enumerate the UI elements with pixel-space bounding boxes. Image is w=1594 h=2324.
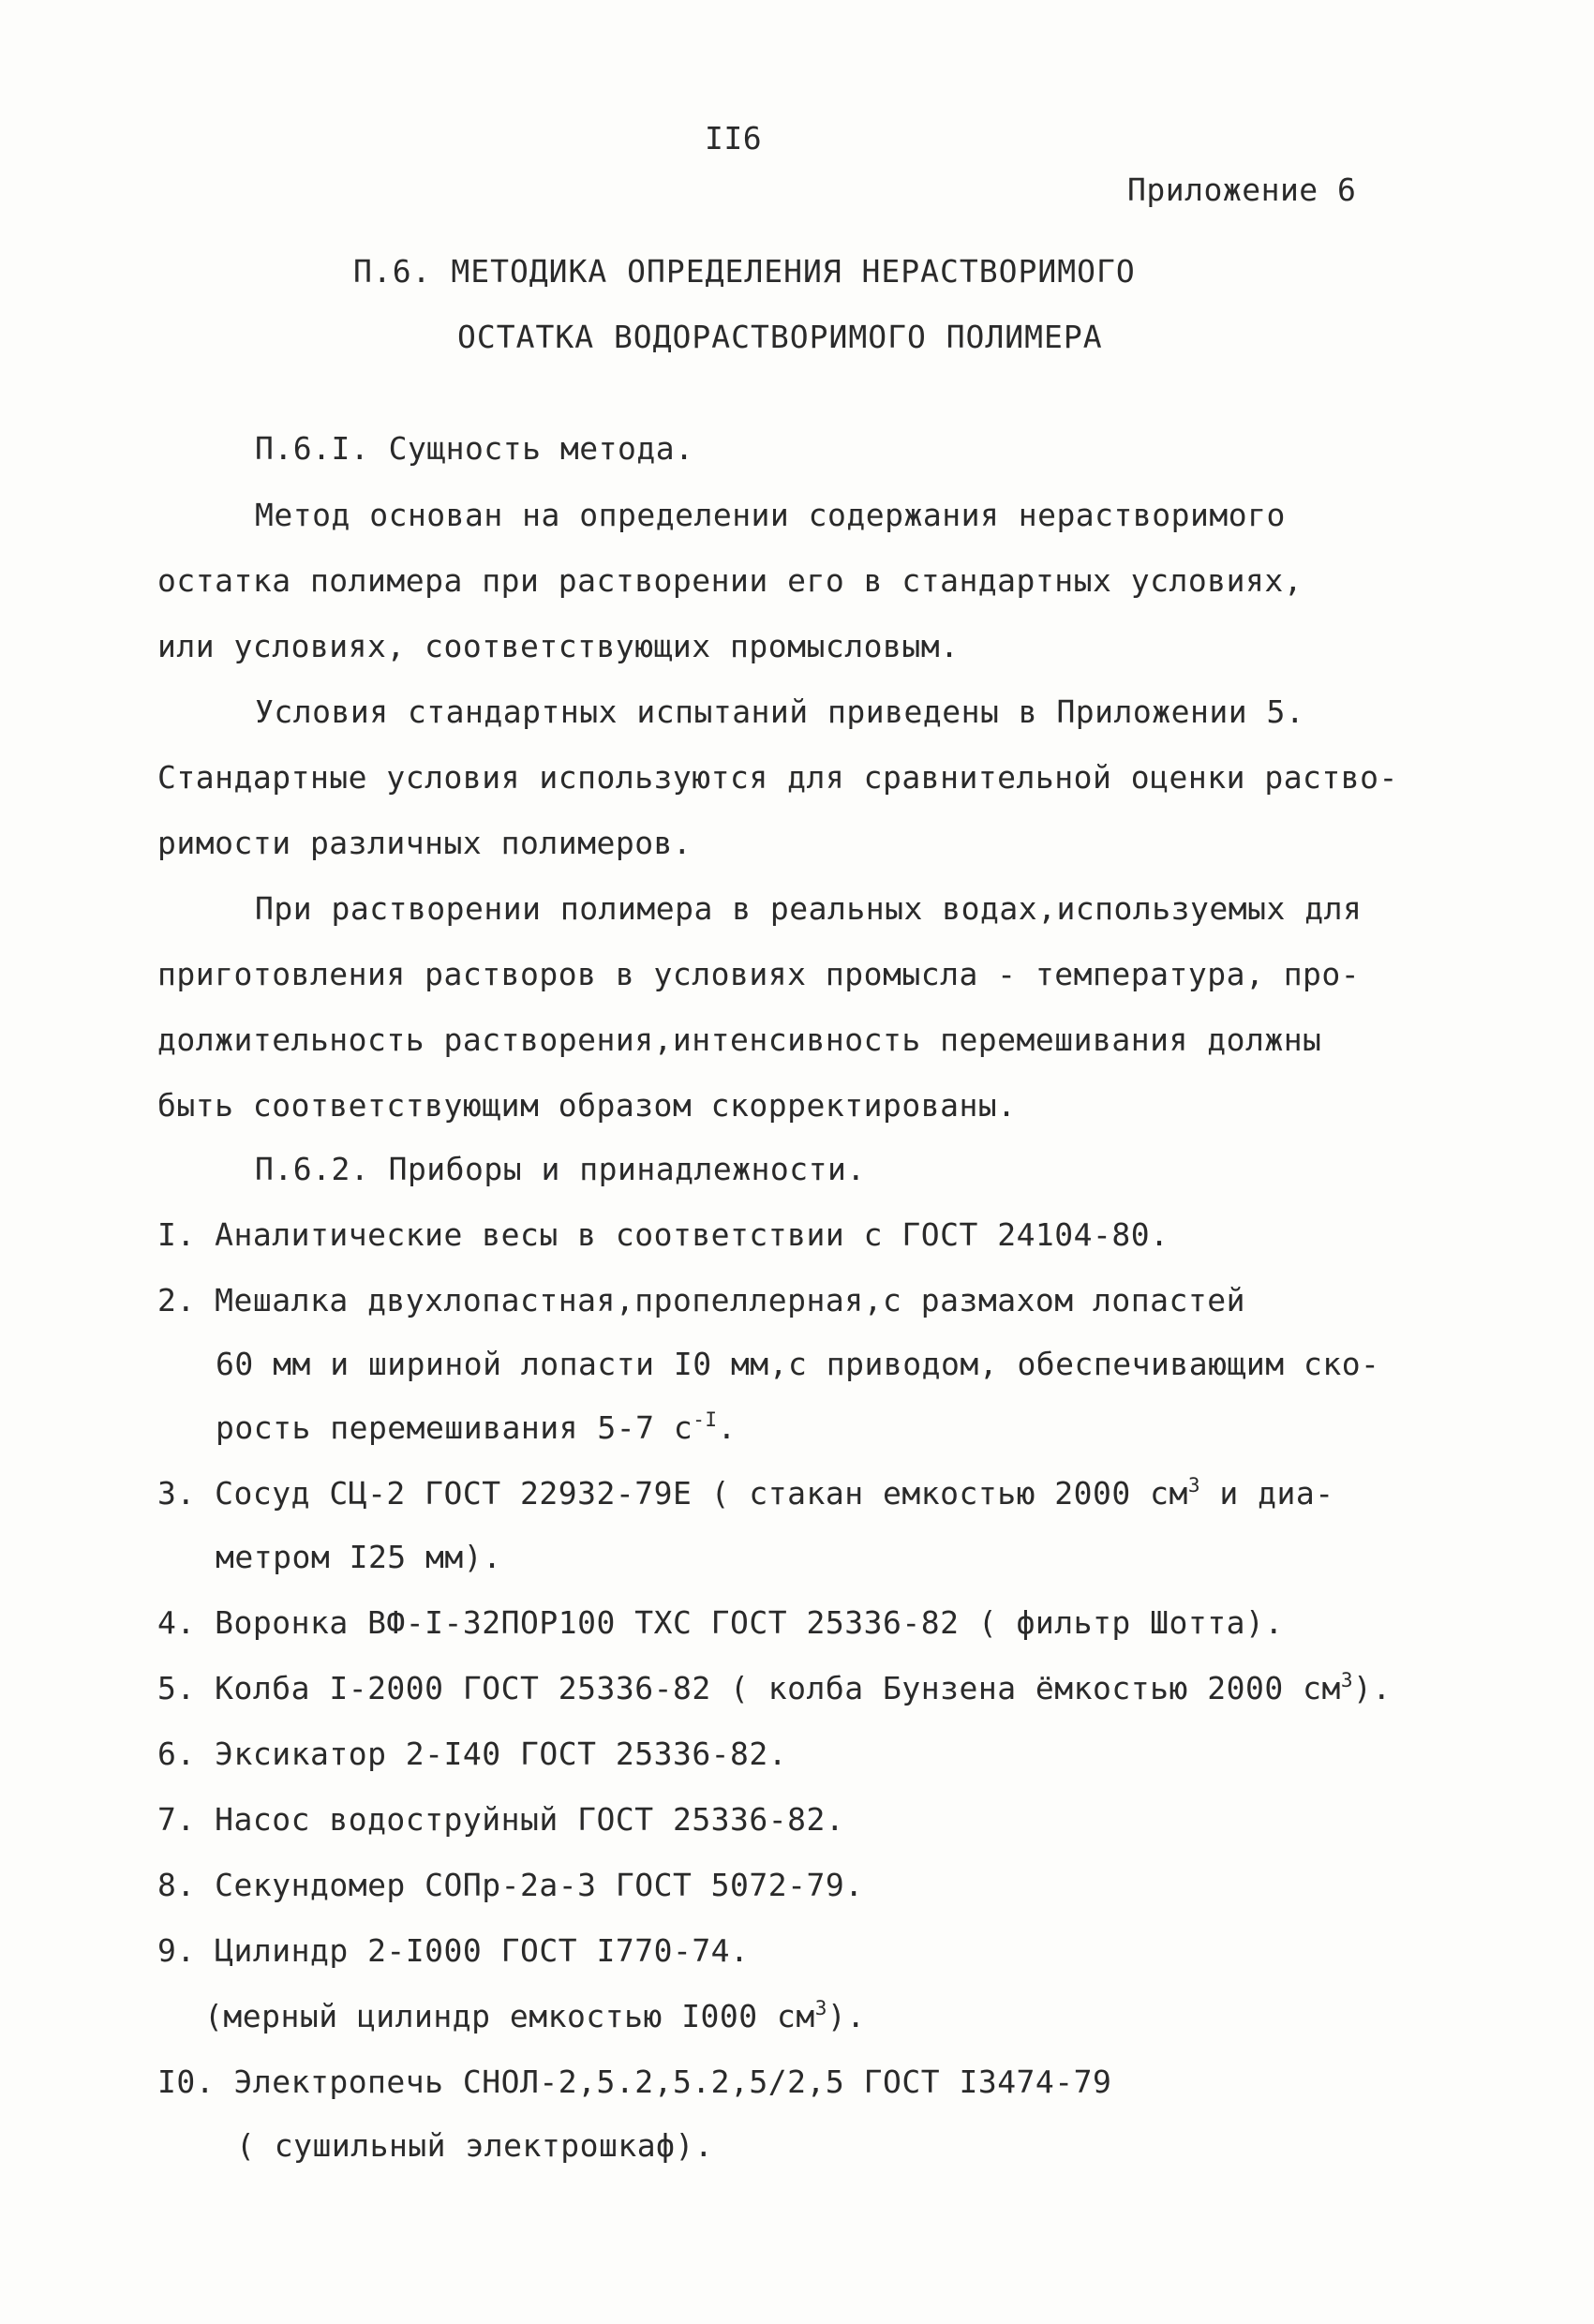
- list-item-number: 9.: [157, 1932, 196, 1969]
- list-item-number: 8.: [157, 1867, 196, 1903]
- list-item-number: 7.: [157, 1801, 196, 1838]
- page-number: II6: [705, 120, 763, 156]
- list-item: [157, 1475, 1334, 1512]
- list-item-number: I.: [157, 1216, 196, 1253]
- list-item: [157, 1670, 1392, 1707]
- list-item-text: Секундомер СОПр-2а-3 ГОСТ 5072-79.: [215, 1867, 864, 1903]
- list-item-number: 4.: [157, 1604, 196, 1641]
- list-item: [157, 1736, 787, 1773]
- superscript: 3: [1187, 1474, 1201, 1497]
- paragraph-line: Метод основан на определении содержания нерастворимого: [255, 497, 1286, 533]
- list-item-continuation: метром I25 мм).: [216, 1539, 502, 1575]
- title-line-1: П.6. МЕТОДИКА ОПРЕДЕЛЕНИЯ НЕРАСТВОРИМОГО: [353, 253, 1136, 290]
- list-item-text: Сосуд СЦ-2 ГОСТ 22932-79Е ( стакан емкостью 2000 см: [215, 1475, 1188, 1512]
- section-2-heading: П.6.2. Приборы и принадлежности.: [255, 1151, 866, 1187]
- list-item-text: Насос водоструйный ГОСТ 25336-82.: [215, 1801, 845, 1838]
- list-item: [157, 1216, 1169, 1254]
- list-item-text: Эксикатор 2-I40 ГОСТ 25336-82.: [215, 1736, 788, 1772]
- list-item-number: 6.: [157, 1736, 196, 1772]
- list-item-text: Колба I-2000 ГОСТ 25336-82 ( колба Бунзена ёмкостью 2000 см: [215, 1670, 1341, 1706]
- paragraph-line: При растворении полимера в реальных водах,используемых для: [255, 890, 1363, 927]
- title-line-2: ОСТАТКА ВОДОРАСТВОРИМОГО ПОЛИМЕРА: [457, 319, 1103, 355]
- list-item-text: Аналитические весы в соответствии с ГОСТ 24104-80.: [215, 1216, 1169, 1253]
- section-1-heading: П.6.I. Сущность метода.: [255, 430, 694, 467]
- paragraph-line: остатка полимера при растворении его в стандартных условиях,: [157, 562, 1304, 599]
- list-item: [157, 2063, 1111, 2101]
- list-item-text: рость перемешивания 5-7 с: [216, 1409, 693, 1446]
- list-item: [157, 1867, 864, 1904]
- superscript: 3: [814, 1997, 827, 2019]
- list-item-continuation: [216, 1409, 737, 1447]
- superscript: 3: [1340, 1669, 1353, 1691]
- paragraph-line: приготовления растворов в условиях промысла - температура, про-: [157, 956, 1361, 992]
- list-item-text: Электропечь СНОЛ-2,5.2,5.2,5/2,5 ГОСТ I3474-79: [233, 2063, 1112, 2100]
- list-item: [157, 1282, 1245, 1319]
- list-item-number: 2.: [157, 1282, 196, 1318]
- list-item-text: Мешалка двухлопастная,пропеллерная,с размахом лопастей: [215, 1282, 1245, 1318]
- paragraph-line: должительность растворения,интенсивность перемешивания должны: [157, 1021, 1322, 1058]
- list-item-continuation: ( сушильный электрошкаф).: [236, 2127, 714, 2164]
- list-item-tail: .: [717, 1409, 737, 1446]
- appendix-label: Приложение 6: [1127, 171, 1357, 208]
- paragraph-line: Условия стандартных испытаний приведены в Приложении 5.: [255, 693, 1305, 730]
- list-item: [157, 1801, 844, 1839]
- list-item-number: I0.: [157, 2063, 216, 2100]
- list-item: [157, 1932, 749, 1970]
- list-item-continuation: 60 мм и шириной лопасти I0 мм,с приводом, обеспечивающим ско-: [216, 1346, 1380, 1382]
- list-item-tail: и диа-: [1200, 1475, 1334, 1512]
- list-item-number: 5.: [157, 1670, 196, 1706]
- list-item-text: Цилиндр 2-I000 ГОСТ I770-74.: [215, 1932, 750, 1969]
- list-item-text: (мерный цилиндр емкостью I000 см: [204, 1998, 815, 2034]
- paragraph-line: римости различных полимеров.: [157, 825, 693, 861]
- list-item-number: 3.: [157, 1475, 196, 1512]
- superscript: -I: [693, 1408, 718, 1431]
- list-item: [157, 1604, 1284, 1642]
- list-item-text: Воронка ВФ-I-32ПОР100 ТХС ГОСТ 25336-82 ( фильтр Шотта).: [215, 1604, 1284, 1641]
- paragraph-line: быть соответствующим образом скорректированы.: [157, 1087, 1017, 1124]
- paragraph-line: Стандартные условия используются для сравнительной оценки раство-: [157, 759, 1398, 796]
- list-item-tail: ).: [1352, 1670, 1392, 1706]
- list-item-tail: ).: [827, 1998, 866, 2034]
- paragraph-line: или условиях, соответствующих промысловым.: [157, 628, 960, 664]
- list-item-note: [204, 1998, 866, 2035]
